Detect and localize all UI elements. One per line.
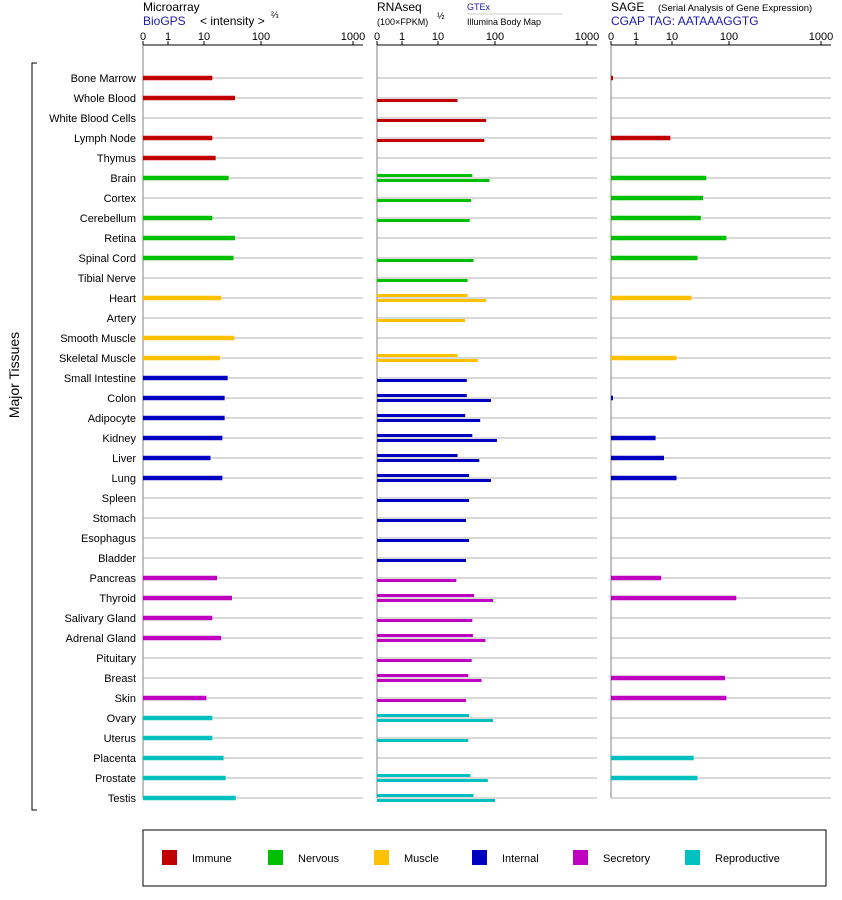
sage-subtitle: (Serial Analysis of Gene Expression) [658, 3, 813, 14]
sage-tick-label: 100 [719, 31, 739, 43]
tissue-bracket [32, 63, 37, 810]
tissue-label: Heart [109, 293, 136, 305]
tissue-label: Prostate [95, 773, 136, 785]
sage-tick-label: 1 [632, 31, 640, 43]
sage-tag: CGAP TAG: AATAAAGGTG [611, 14, 759, 28]
microarray-tick-label: 100 [251, 31, 271, 43]
tissue-label: Pancreas [89, 573, 136, 585]
legend-swatch-reproductive [685, 850, 700, 865]
legend-swatch-nervous [268, 850, 283, 865]
tissue-label: Placenta [93, 753, 136, 765]
microarray-tick-label: 1 [164, 31, 172, 43]
tissue-label: Adipocyte [87, 413, 136, 425]
tissue-label: Adrenal Gland [65, 633, 136, 645]
microarray-header [143, 0, 279, 28]
microarray-intensity-label: < intensity > [200, 14, 265, 28]
tissue-label: Ovary [106, 713, 136, 725]
tissue-label: Bladder [98, 553, 136, 565]
tissue-label: Spinal Cord [78, 253, 136, 265]
tissue-label: Retina [104, 233, 136, 245]
microarray-tick-label: 10 [197, 31, 211, 43]
legend-label-muscle: Muscle [404, 853, 439, 865]
sage-tick-label: 1000 [808, 31, 834, 43]
legend-swatch-muscle [374, 850, 389, 865]
rnaseq-tick-label: 1000 [574, 31, 600, 43]
tissue-label: Colon [107, 393, 136, 405]
legend-label-internal: Internal [502, 853, 539, 865]
tissue-label: Thymus [96, 153, 136, 165]
tissue-label: Smooth Muscle [60, 333, 136, 345]
tissue-label: Uterus [103, 733, 136, 745]
rnaseq-title: RNAseq [377, 0, 422, 14]
rnaseq-tick-label: 0 [373, 31, 381, 43]
tissue-label: Cortex [103, 193, 136, 205]
legend-label-nervous: Nervous [298, 853, 339, 865]
legend-label-reproductive: Reproductive [715, 853, 780, 865]
tissue-labels [49, 73, 137, 805]
tissue-label: Cerebellum [79, 213, 136, 225]
tissue-label: Artery [106, 313, 136, 325]
legend-label-immune: Immune [192, 853, 232, 865]
microarray-tick-label: 0 [139, 31, 147, 43]
rnaseq-exponent: ½ [437, 11, 445, 21]
tissue-label: White Blood Cells [49, 113, 136, 125]
legend-swatch-secretory [573, 850, 588, 865]
tissue-label: Bone Marrow [70, 73, 136, 85]
rnaseq-header [377, 0, 562, 27]
rnaseq-source-ibm: Illumina Body Map [467, 17, 542, 27]
axes-layer [140, 31, 833, 798]
rnaseq-tick-label: 100 [485, 31, 505, 43]
microarray-exponent: ⅔ [271, 10, 279, 20]
tissue-label: Lung [111, 473, 136, 485]
tissue-label: Lymph Node [74, 133, 136, 145]
tissue-label: Stomach [92, 513, 136, 525]
tissue-label: Salivary Gland [64, 613, 136, 625]
tissue-label: Thyroid [99, 593, 136, 605]
tissue-label: Skin [114, 693, 136, 705]
bars-layer [143, 78, 736, 801]
y-group-label: Major Tissues [6, 331, 22, 419]
tissue-label: Brain [110, 173, 136, 185]
microarray-source: BioGPS [143, 14, 186, 28]
legend-swatch-immune [162, 850, 177, 865]
tissue-label: Small Intestine [63, 373, 136, 385]
microarray-title: Microarray [143, 0, 200, 14]
microarray-tick-label: 1000 [340, 31, 366, 43]
sage-tick-label: 10 [665, 31, 679, 43]
rnaseq-tick-label: 1 [398, 31, 406, 43]
tissue-label: Kidney [102, 433, 136, 445]
rnaseq-unit: (100×FPKM) [377, 17, 429, 27]
tissue-label: Liver [112, 453, 136, 465]
rnaseq-tick-label: 10 [431, 31, 445, 43]
legend-swatch-internal [472, 850, 487, 865]
rnaseq-source-gtex: GTEx [467, 2, 491, 12]
tissue-label: Skeletal Muscle [58, 353, 136, 365]
sage-header [611, 0, 812, 28]
grid-layer [143, 78, 831, 798]
tissue-label: Spleen [101, 493, 136, 505]
tissue-label: Whole Blood [73, 93, 136, 105]
legend-label-secretory: Secretory [603, 853, 651, 865]
tissue-label: Pituitary [96, 653, 136, 665]
sage-title: SAGE [611, 0, 645, 14]
tissue-label: Esophagus [80, 533, 136, 545]
tissue-label: Breast [104, 673, 136, 685]
tissue-label: Tibial Nerve [77, 273, 136, 285]
sage-tick-label: 0 [607, 31, 615, 43]
tissue-label: Testis [107, 793, 136, 805]
